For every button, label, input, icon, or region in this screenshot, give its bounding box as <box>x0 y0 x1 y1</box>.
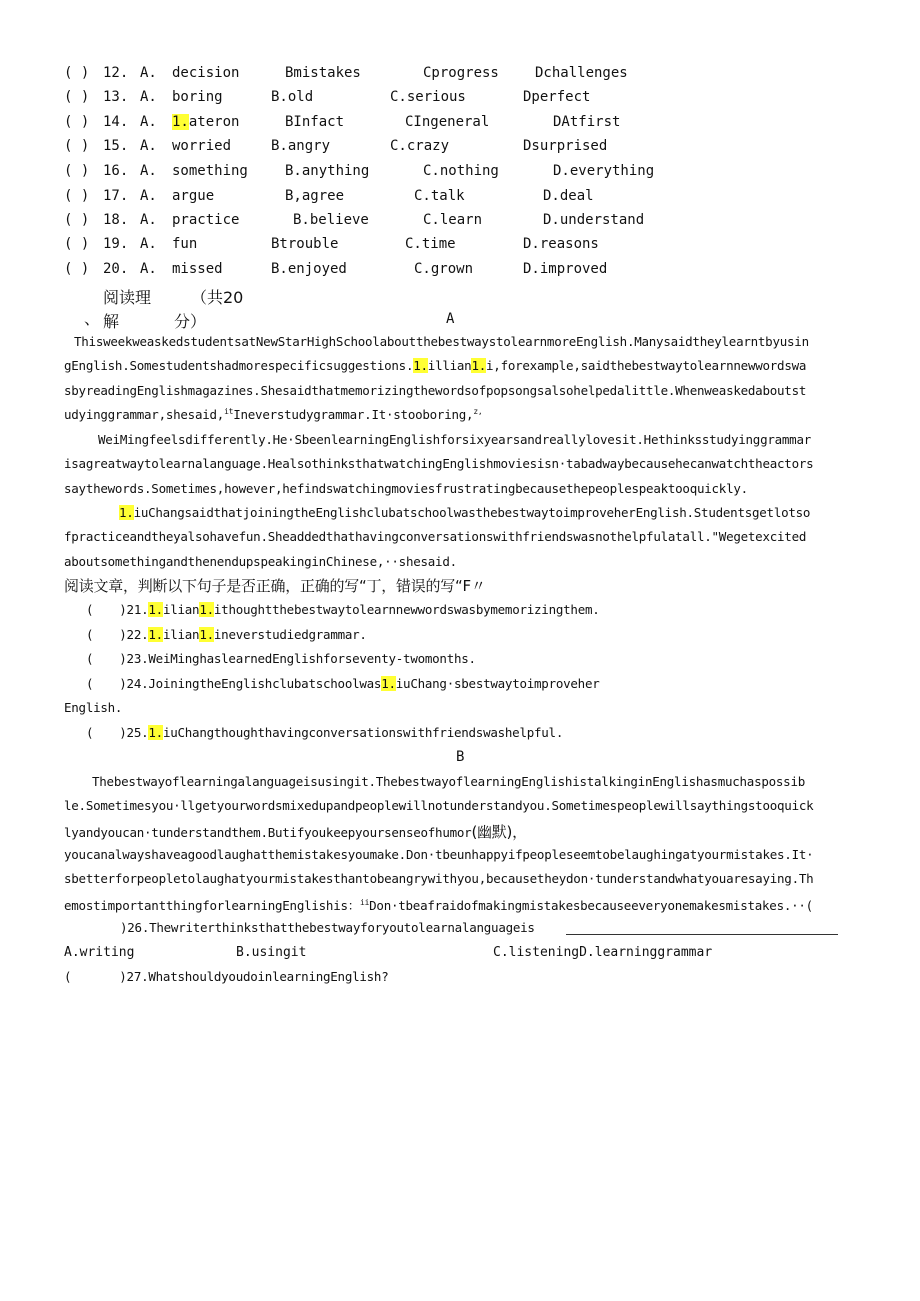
option-b: Bmistakes <box>285 65 361 81</box>
highlight-mark: 1. <box>148 725 163 740</box>
highlight-mark: 1. <box>148 627 163 642</box>
text-run: ilian <box>162 602 200 617</box>
option-c: C.nothing <box>423 163 499 179</box>
option-b: B.anything <box>285 163 370 179</box>
section-score-bottom: 分） <box>174 312 207 331</box>
answer-paren[interactable]: ( ) <box>64 89 90 105</box>
question-number: 13. <box>103 89 129 105</box>
answer-paren[interactable]: ( <box>86 602 94 617</box>
text-run: emostimportantthingforlearningEnglishis： <box>64 898 360 913</box>
question-number: 20. <box>103 261 129 277</box>
highlight-mark: 1. <box>172 114 189 130</box>
text-run: Don·tbeafraidofmakingmistakesbecauseeveryonemakesmistakes.··( <box>369 898 813 913</box>
option-d: Dsurprised <box>523 138 608 154</box>
text-run: it <box>224 407 234 416</box>
text-run: ii <box>360 897 370 907</box>
option-d: D.reasons <box>523 236 599 252</box>
tf-question-24-continued: English. <box>64 700 123 715</box>
text-run: Ineverstudygrammar.It·stooboring, <box>233 407 474 423</box>
option-b: B.enjoyed <box>271 261 347 277</box>
passage-a-line <box>119 505 810 520</box>
passage-b-line <box>64 896 813 914</box>
highlight-mark: 1. <box>119 505 134 520</box>
text-run: JoiningtheEnglishclubatschoolwas <box>148 676 382 691</box>
question-number: 18. <box>103 212 129 228</box>
option-c: Cprogress <box>423 65 499 81</box>
question-26-option-cd: C.listeningD.learninggrammar <box>493 945 713 960</box>
option-d: DAtfirst <box>553 114 621 130</box>
passage-b-line: le.Sometimesyou·llgetyourwordsmixedupandpeoplewillnotunderstandyou.Sometimespeoplewillsaythingstooquick <box>64 798 814 813</box>
option-d: D.understand <box>543 212 645 228</box>
option-a-label: A. <box>140 261 157 277</box>
text-run: udyinggrammar,shesaid, <box>64 407 225 423</box>
answer-paren[interactable]: ( ) <box>64 65 90 81</box>
answer-paren[interactable]: ( <box>86 627 94 642</box>
option-d: Dchallenges <box>535 65 628 81</box>
option-a: argue <box>172 188 215 204</box>
option-c: C.learn <box>423 212 483 228</box>
tf-question-24 <box>86 676 600 691</box>
option-c: CIngeneral <box>405 114 490 130</box>
option-a-label: A. <box>140 114 157 130</box>
answer-paren[interactable]: ( ) <box>64 163 90 179</box>
tf-question-25 <box>86 725 563 740</box>
option-d: D.improved <box>523 261 608 277</box>
question-26-option-a: A.writing <box>64 945 135 960</box>
option-c: C.grown <box>414 261 474 277</box>
question-number: 17. <box>103 188 129 204</box>
answer-paren[interactable]: ( ) <box>64 114 90 130</box>
question-number: 12. <box>103 65 129 81</box>
option-a: practice <box>172 212 240 228</box>
text-run: gEnglish.Somestudentshadmorespecificsuggestions. <box>64 358 414 373</box>
highlight-mark: 1. <box>381 676 396 691</box>
passage-a-line: isagreatwaytolearnalanguage.HealsothinksthatwatchingEnglishmoviesisn·tabadwaybecausehecanwatchtheactors <box>64 456 814 471</box>
answer-blank-line[interactable] <box>566 934 838 935</box>
option-d: D.everything <box>553 163 655 179</box>
text-run: )23. <box>119 651 149 666</box>
tf-question-23 <box>86 651 476 666</box>
answer-paren[interactable]: ( ) <box>64 138 90 154</box>
text-run: ilian <box>162 627 200 642</box>
answer-paren[interactable]: ( <box>86 651 94 666</box>
question-number: 19. <box>103 236 129 252</box>
text-run: )21. <box>119 602 149 617</box>
option-d: D.deal <box>543 188 594 204</box>
option-b: BInfact <box>285 114 345 130</box>
option-a <box>172 114 239 130</box>
option-d: Dperfect <box>523 89 591 105</box>
passage-b-line: Thebestwayoflearningalanguageisusingit.ThebestwayoflearningEnglishistalkinginEnglishasmuchaspossib <box>92 774 806 789</box>
option-a: boring <box>172 89 223 105</box>
option-c: C.talk <box>414 188 465 204</box>
tf-instruction: 阅读文章，判断以下句子是否正确，正确的写“丁，错误的写“F〃 <box>64 577 486 595</box>
answer-paren[interactable]: ( <box>64 969 72 984</box>
passage-b-line <box>64 821 527 842</box>
text-run: i,forexample,saidthebestwaytolearnnewwordswa <box>486 358 807 373</box>
option-c: C.time <box>405 236 456 252</box>
option-a: fun <box>172 236 198 252</box>
text-run: WeiMinghaslearnedEnglishforseventy-twomonths. <box>148 651 476 666</box>
passage-a-label: A <box>446 311 455 327</box>
highlight-mark: 1. <box>148 602 163 617</box>
text-run: iuChangsaidthatjoiningtheEnglishclubatschoolwasthebestwaytoimproveherEnglish.Studentsgetlotso <box>133 505 811 520</box>
highlight-mark: 1. <box>199 602 214 617</box>
text-run: ithoughtthebestwaytolearnnewwordswasbymemorizingthem. <box>213 602 600 617</box>
text-run: iuChangthoughthavingconversationswithfriendswashelpful. <box>162 725 564 740</box>
option-a-label: A. <box>140 89 157 105</box>
option-a-text: ateron <box>188 114 240 130</box>
text-run: )25. <box>119 725 149 740</box>
option-b: B.old <box>271 89 314 105</box>
answer-paren[interactable]: ( ) <box>64 188 90 204</box>
option-a-label: A. <box>140 65 157 81</box>
highlight-mark: 1. <box>471 358 487 373</box>
passage-a-line: fpracticeandtheyalsohavefun.Sheaddedthathavingconversationswithfriendswasnothelpfulatall."Wegetexcited <box>64 529 807 544</box>
question-26-stem: )26.Thewriterthinksthatthebestwayforyoutolearnalanguageis <box>120 920 535 935</box>
option-a: missed <box>172 261 223 277</box>
answer-paren[interactable]: ( ) <box>64 261 90 277</box>
passage-a-line: sbyreadingEnglishmagazines.Shesaidthatmemorizingthewordsofpopsongsalsohelpedalittle.Whenweaskedaboutst <box>64 383 807 398</box>
passage-b-line: sbetterforpeopletolaughatyourmistakesthantobeangrywithyou,becausetheydon·tunderstandwhatyouaresaying.Th <box>64 871 814 886</box>
passage-a-line: saythewords.Sometimes,however,hefindswatchingmoviesfrustratingbecausethepeoplespeaktooquickly. <box>64 481 748 496</box>
option-b: B.angry <box>271 138 331 154</box>
text-run: illian <box>427 358 472 373</box>
passage-b-line: youcanalwayshaveagoodlaughatthemistakesyoumake.Don·tbeunhappyifpeopleseemtobelaughingatyourmistakes.It· <box>64 847 814 862</box>
option-a-label: A. <box>140 138 157 154</box>
question-number: 16. <box>103 163 129 179</box>
option-c: C.serious <box>390 89 466 105</box>
option-a-label: A. <box>140 163 157 179</box>
text-run: )22. <box>119 627 149 642</box>
question-27 <box>64 969 388 984</box>
tf-question-21 <box>86 602 600 617</box>
question-number: 15. <box>103 138 129 154</box>
text-run: (幽默)， <box>471 823 527 841</box>
option-a: something <box>172 163 248 179</box>
section-title-top: 阅读理 <box>103 288 152 307</box>
section-score-top: （共20 <box>191 288 244 307</box>
passage-a-line: WeiMingfeelsdifferently.He·SbeenlearningEnglishforsixyearsandreallylovesit.Hethinksstudyinggrammar <box>98 432 812 447</box>
passage-a-line: ThisweekweaskedstudentsatNewStarHighSchoolaboutthebestwaystolearnmoreEnglish.Manysaidtheylearntbyusin <box>74 334 809 349</box>
text-run: ineverstudiedgrammar. <box>213 627 367 642</box>
question-number: 14. <box>103 114 129 130</box>
option-a-label: A. <box>140 236 157 252</box>
section-mark: 、 <box>84 309 101 328</box>
option-b: B.believe <box>293 212 369 228</box>
text-run: lyandyoucan·tunderstandthem.Butifyoukeepyoursenseofhumor <box>64 825 472 840</box>
passage-a-line <box>64 358 806 373</box>
passage-b-label: B <box>456 749 465 765</box>
text-run: )24. <box>119 676 149 691</box>
option-b: Btrouble <box>271 236 339 252</box>
option-a-label: A. <box>140 212 157 228</box>
passage-a-line <box>64 407 482 422</box>
option-b: B,agree <box>285 188 345 204</box>
answer-paren[interactable]: ( ) <box>64 212 90 228</box>
text-run: z, <box>473 407 483 416</box>
section-title-bottom: 解 <box>103 312 120 331</box>
question-26-option-b: B.usingit <box>236 945 307 960</box>
answer-paren[interactable]: ( <box>86 676 94 691</box>
option-c: C.crazy <box>390 138 450 154</box>
answer-paren[interactable]: ( ) <box>64 236 90 252</box>
option-a: worried <box>172 138 232 154</box>
option-a: decision <box>172 65 240 81</box>
tf-question-22 <box>86 627 367 642</box>
highlight-mark: 1. <box>199 627 214 642</box>
text-run: iuChang·sbestwaytoimproveher <box>395 676 600 691</box>
passage-a-line: aboutsomethingandthenendupspeakinginChinese,··shesaid. <box>64 554 457 569</box>
answer-paren[interactable]: ( <box>86 725 94 740</box>
option-a-label: A. <box>140 188 157 204</box>
question-27-stem: )27.WhatshouldyoudoinlearningEnglish? <box>119 969 389 984</box>
highlight-mark: 1. <box>413 358 428 373</box>
